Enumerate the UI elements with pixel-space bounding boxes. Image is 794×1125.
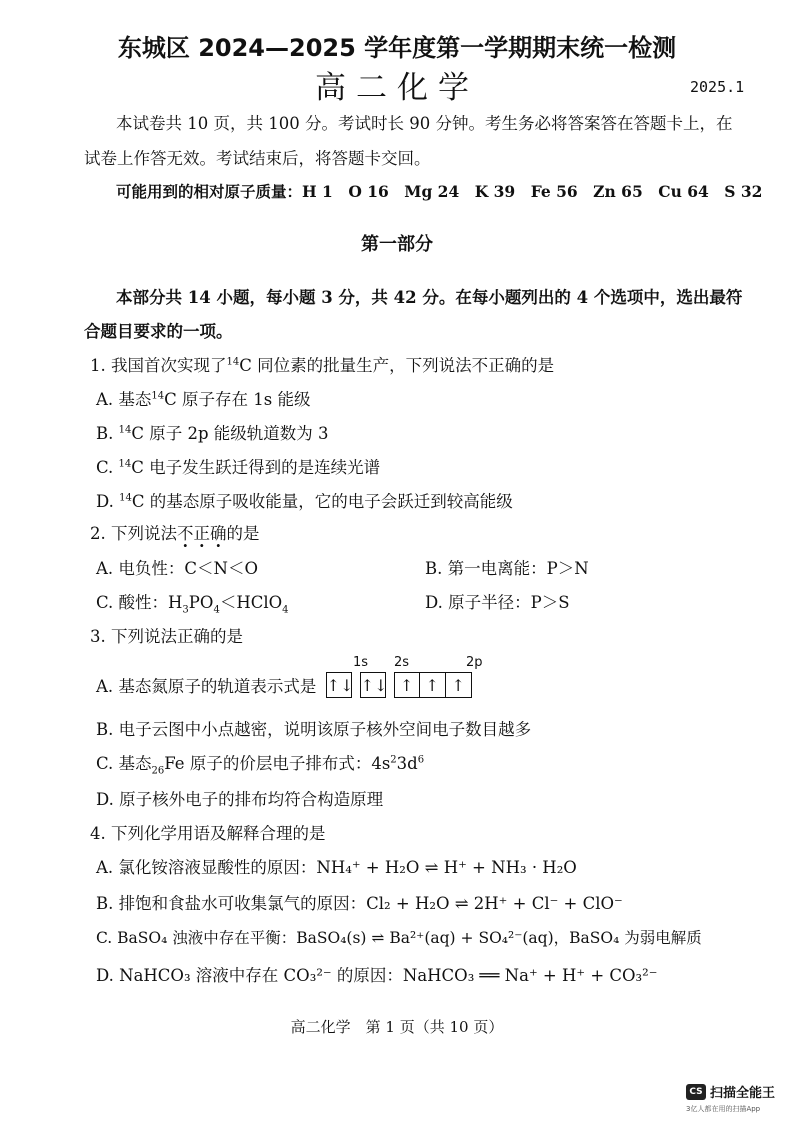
intro-line-1: 本试卷共 10 页，共 100 分。考试时长 90 分钟。考生务必将答案答在答题卡上，在 xyxy=(116,114,733,133)
q2-option-b: B. 第一电离能：P＞N xyxy=(425,559,589,578)
q2-emphasis-3: 确 xyxy=(210,524,227,543)
q4-stem: 4. 下列化学用语及解释合理的是 xyxy=(90,824,326,843)
atomic-mass-line: 可能用到的相对原子质量：H 1 O 16 Mg 24 K 39 Fe 56 Zn 65 Cu 64 S 32 xyxy=(116,182,763,201)
page-footer: 高二化学 第 1 页（共 10 页） xyxy=(290,1018,504,1036)
q1-option-a xyxy=(96,386,310,410)
orbital-box: ↑↓ xyxy=(326,672,352,698)
q2-option-d: D. 原子半径：P＞S xyxy=(425,593,570,612)
section-instruction-2: 合题目要求的一项。 xyxy=(84,322,233,341)
q1-b-post: C 原子 2p 能级轨道数为 3 xyxy=(131,424,329,443)
q1-d-pre: D. xyxy=(96,492,120,511)
q2-stem-a: 2. 下列说法 xyxy=(90,524,177,543)
section-title: 第一部分 xyxy=(361,234,433,255)
q1-c-pre: C. xyxy=(96,458,119,477)
q1-c-post: C 电子发生跃迁得到的是连续光谱 xyxy=(131,458,381,477)
q3-c-3d: 3d xyxy=(396,754,418,773)
q2-c-pre: C. 酸性：H xyxy=(96,593,183,612)
orbital-box: ↑ xyxy=(420,672,446,698)
q2-option-c xyxy=(96,589,289,615)
orbital-2s xyxy=(360,672,386,698)
q1-stem-b: C 同位素的批量生产，下列说法不正确的是 xyxy=(239,356,555,375)
q1-isotope-sup: 14 xyxy=(226,356,240,368)
orbital-2p xyxy=(394,672,472,698)
scanner-tagline: 3亿人都在用的扫描App xyxy=(686,1105,761,1113)
q1-b-pre: B. xyxy=(96,424,119,443)
q1-b-sup: 14 xyxy=(118,424,132,436)
q2-emphasis-1: 不 xyxy=(177,524,194,543)
q1-a-post: C 原子存在 1s 能级 xyxy=(164,390,311,409)
q2-c-sub3: 4 xyxy=(282,604,289,616)
orbital-box: ↑ xyxy=(446,672,472,698)
exam-title: 东城区 2024—2025 学年度第一学期期末统一检测 xyxy=(117,34,677,62)
q1-c-sup: 14 xyxy=(118,458,132,470)
exam-date: 2025.1 xyxy=(690,78,745,96)
q2-c-sub2: 4 xyxy=(213,604,220,616)
q3-label-2p: 2p xyxy=(466,655,483,670)
orbital-box: ↑ xyxy=(394,672,420,698)
scanner-app-name: 扫描全能王 xyxy=(710,1086,776,1101)
q2-stem xyxy=(90,520,260,544)
q3-c-pre: C. 基态 xyxy=(96,754,152,773)
q3-label-1s: 1s xyxy=(353,655,369,670)
orbital-box: ↑↓ xyxy=(360,672,386,698)
q1-stem-a: 1. 我国首次实现了 xyxy=(90,356,227,375)
q1-option-b xyxy=(96,420,329,444)
q2-stem-b: 的是 xyxy=(226,524,260,543)
section-instruction-1: 本部分共 14 小题，每小题 3 分，共 42 分。在每小题列出的 4 个选项中，选出最符 xyxy=(116,288,743,307)
q3-label-2s: 2s xyxy=(394,655,410,670)
q1-option-c xyxy=(96,454,380,478)
q2-c-sub1: 3 xyxy=(182,604,189,616)
q1-a-sup: 14 xyxy=(151,390,165,402)
q3-a-text: A. 基态氮原子的轨道表示式是 xyxy=(96,677,317,696)
intro-line-2: 试卷上作答无效。考试结束后，将答题卡交回。 xyxy=(84,149,431,168)
q1-stem xyxy=(90,352,554,376)
q1-d-sup: 14 xyxy=(119,492,132,504)
q1-d-post: C 的基态原子吸收能量，它的电子会跃迁到较高能级 xyxy=(131,492,513,511)
q3-c-sup1: 2 xyxy=(390,754,397,766)
q3-option-b: B. 电子云图中小点越密，说明该原子核外空间电子数目越多 xyxy=(96,720,532,739)
scanner-logo-icon: CS xyxy=(686,1084,706,1100)
q4-option-b: B. 排饱和食盐水可收集氯气的原因：Cl₂ + H₂O ⇌ 2H⁺ + Cl⁻ + ClO⁻ xyxy=(96,894,623,913)
q2-option-a: A. 电负性：C＜N＜O xyxy=(96,559,258,578)
q4-option-a: A. 氯化铵溶液显酸性的原因：NH₄⁺ + H₂O ⇌ H⁺ + NH₃ · H₂O xyxy=(96,858,577,877)
q2-c-mid: PO xyxy=(188,593,214,612)
q3-c-mid: Fe 原子的价层电子排布式：4s xyxy=(164,754,391,773)
orbital-1s xyxy=(326,672,352,698)
subject-title: 高二化学 xyxy=(315,70,479,106)
q1-a-pre: A. 基态 xyxy=(96,390,152,409)
q3-c-sup2: 6 xyxy=(417,754,425,766)
q3-c-atomic-number: 26 xyxy=(151,765,165,777)
q3-option-c xyxy=(96,750,424,776)
q1-option-d xyxy=(96,488,513,512)
q4-option-c: C. BaSO₄ 浊液中存在平衡：BaSO₄(s) ⇌ Ba²⁺(aq) + SO₄²⁻(aq)，BaSO₄ 为弱电解质 xyxy=(96,929,702,947)
q2-c-post: ＜HClO xyxy=(219,593,283,612)
q2-emphasis-2: 正 xyxy=(193,524,210,543)
q3-stem: 3. 下列说法正确的是 xyxy=(90,627,243,646)
q3-option-a xyxy=(96,672,480,698)
q4-option-d: D. NaHCO₃ 溶液中存在 CO₃²⁻ 的原因：NaHCO₃ ══ Na⁺ + H⁺ + CO₃²⁻ xyxy=(96,966,658,985)
q3-option-d: D. 原子核外电子的排布均符合构造原理 xyxy=(96,790,384,809)
